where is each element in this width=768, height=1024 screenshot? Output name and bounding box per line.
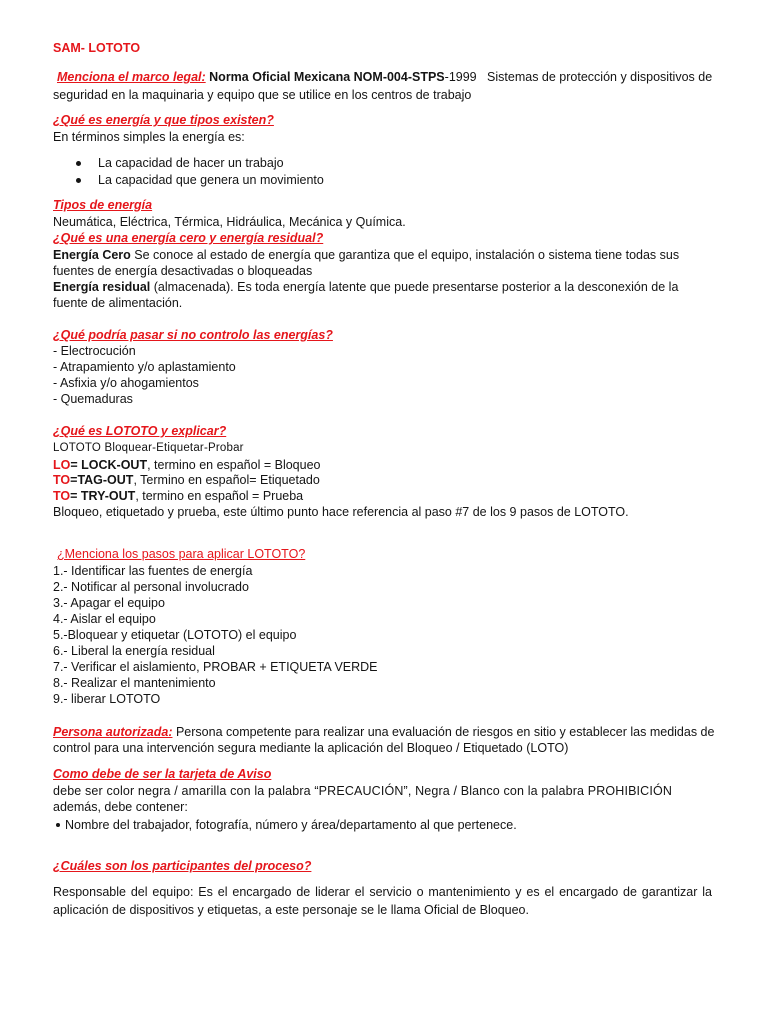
norma-name: Norma Oficial Mexicana NOM-004-STPS xyxy=(209,70,445,84)
marco-legal-text-2: seguridad en la maquinaria y equipo que se utilice en los centros de trabajo xyxy=(53,88,472,102)
lototo-subtitle: LOTOTO Bloquear-Etiquetar-Probar xyxy=(53,442,244,454)
tipos-text: Neumática, Eléctrica, Térmica, Hidráulica, Mecánica y Química. xyxy=(53,215,406,229)
pasos-heading: ¿Menciona los pasos para aplicar LOTOTO? xyxy=(57,547,306,561)
lototo-term-text: , Termino en español= Etiquetado xyxy=(133,473,320,487)
paso-item: 7.- Verificar el aislamiento, PROBAR + ETIQUETA VERDE xyxy=(53,660,378,674)
energia-heading: ¿Qué es energía y que tipos existen? xyxy=(53,113,274,127)
energia-bullet-1: La capacidad de hacer un trabajo xyxy=(98,156,284,170)
bullet-icon xyxy=(76,178,81,183)
energia-cero-term: Energía Cero xyxy=(53,248,131,262)
paso-item: 6.- Liberal la energía residual xyxy=(53,644,215,658)
participantes-text-1: Responsable del equipo: Es el encargado de liderar el servicio o mantenimiento y es el encargado de garantizar la xyxy=(53,885,712,899)
persona-line-1 xyxy=(53,724,714,740)
lototo-term-row xyxy=(53,472,320,488)
riesgo-item: - Atrapamiento y/o aplastamiento xyxy=(53,360,236,374)
tarjeta-text-1: debe ser color negra / amarilla con la palabra “PRECAUCIÓN”, Negra / Blanco con la palabra PROHIBICIÓN xyxy=(53,784,673,798)
lototo-abbr: LO xyxy=(53,458,71,472)
lototo-term-row xyxy=(53,457,320,473)
paso-item: 9.- liberar LOTOTO xyxy=(53,692,161,706)
lototo-term-text: , termino en español = Prueba xyxy=(135,489,304,503)
lototo-abbr: TO xyxy=(53,489,71,503)
paso-item: 4.- Aislar el equipo xyxy=(53,612,156,626)
lototo-summary: Bloqueo, etiquetado y prueba, este último punto hace referencia al paso #7 de los 9 pasos de LOTOTO. xyxy=(53,505,629,519)
tarjeta-text-2: además, debe contener: xyxy=(53,800,188,814)
participantes-text-2: aplicación de dispositivos y etiquetas, a este personaje se le llama Oficial de Bloqueo. xyxy=(53,903,529,917)
bullet-icon xyxy=(76,161,81,166)
marco-legal-label: Menciona el marco legal: xyxy=(57,70,206,84)
marco-legal-line-1 xyxy=(57,69,712,85)
document-title: SAM- LOTOTO xyxy=(53,41,141,55)
tipos-heading: Tipos de energía xyxy=(53,198,153,212)
lototo-term: = LOCK-OUT xyxy=(70,458,148,472)
persona-label: Persona autorizada: xyxy=(53,725,173,739)
riesgo-item: - Electrocución xyxy=(53,344,136,358)
cero-residual-heading: ¿Qué es una energía cero y energía residual? xyxy=(53,231,324,245)
persona-text-2: control para una intervención segura mediante la aplicación del Bloqueo / Etiquetado (LOTO) xyxy=(53,741,569,755)
energia-residual-line-1 xyxy=(53,279,678,295)
riesgo-item: - Quemaduras xyxy=(53,392,133,406)
energia-bullet-2: La capacidad que genera un movimiento xyxy=(98,173,324,187)
marco-legal-text-1: -1999 Sistemas de protección y dispositivos de xyxy=(444,70,713,84)
energia-residual-term: Energía residual xyxy=(53,280,151,294)
riesgo-item: - Asfixia y/o ahogamientos xyxy=(53,376,199,390)
lototo-term: =TAG-OUT xyxy=(70,473,134,487)
persona-text-1: Persona competente para realizar una evaluación de riesgos en sitio y establecer las medidas de xyxy=(172,725,715,739)
energia-residual-text-1: (almacenada). Es toda energía latente que puede presentarse posterior a la desconexión de la xyxy=(150,280,679,294)
energia-intro: En términos simples la energía es: xyxy=(53,130,245,144)
paso-item: 3.- Apagar el equipo xyxy=(53,596,165,610)
bullet-icon xyxy=(56,823,60,827)
energia-cero-line-1 xyxy=(53,247,679,263)
paso-item: 1.- Identificar las fuentes de energía xyxy=(53,564,253,578)
lototo-term: = TRY-OUT xyxy=(70,489,136,503)
lototo-term-text: , termino en español = Bloqueo xyxy=(147,458,321,472)
paso-item: 2.- Notificar al personal involucrado xyxy=(53,580,249,594)
lototo-heading: ¿Qué es LOTOTO y explicar? xyxy=(53,424,227,438)
lototo-abbr: TO xyxy=(53,473,71,487)
riesgos-heading: ¿Qué podría pasar si no controlo las energías? xyxy=(53,328,333,342)
participantes-heading: ¿Cuáles son los participantes del proceso? xyxy=(53,859,312,873)
energia-cero-text-2: fuentes de energía desactivadas o bloqueadas xyxy=(53,264,313,278)
lototo-term-row xyxy=(53,488,303,504)
paso-item: 8.- Realizar el mantenimiento xyxy=(53,676,216,690)
paso-item: 5.-Bloquear y etiquetar (LOTOTO) el equipo xyxy=(53,628,297,642)
energia-cero-text-1: Se conoce al estado de energía que garantiza que el equipo, instalación o sistema tiene todas sus xyxy=(130,248,680,262)
energia-residual-text-2: fuente de alimentación. xyxy=(53,296,183,310)
tarjeta-bullet: Nombre del trabajador, fotografía, número y área/departamento al que pertenece. xyxy=(65,818,517,832)
tarjeta-heading: Como debe de ser la tarjeta de Aviso xyxy=(53,767,272,781)
